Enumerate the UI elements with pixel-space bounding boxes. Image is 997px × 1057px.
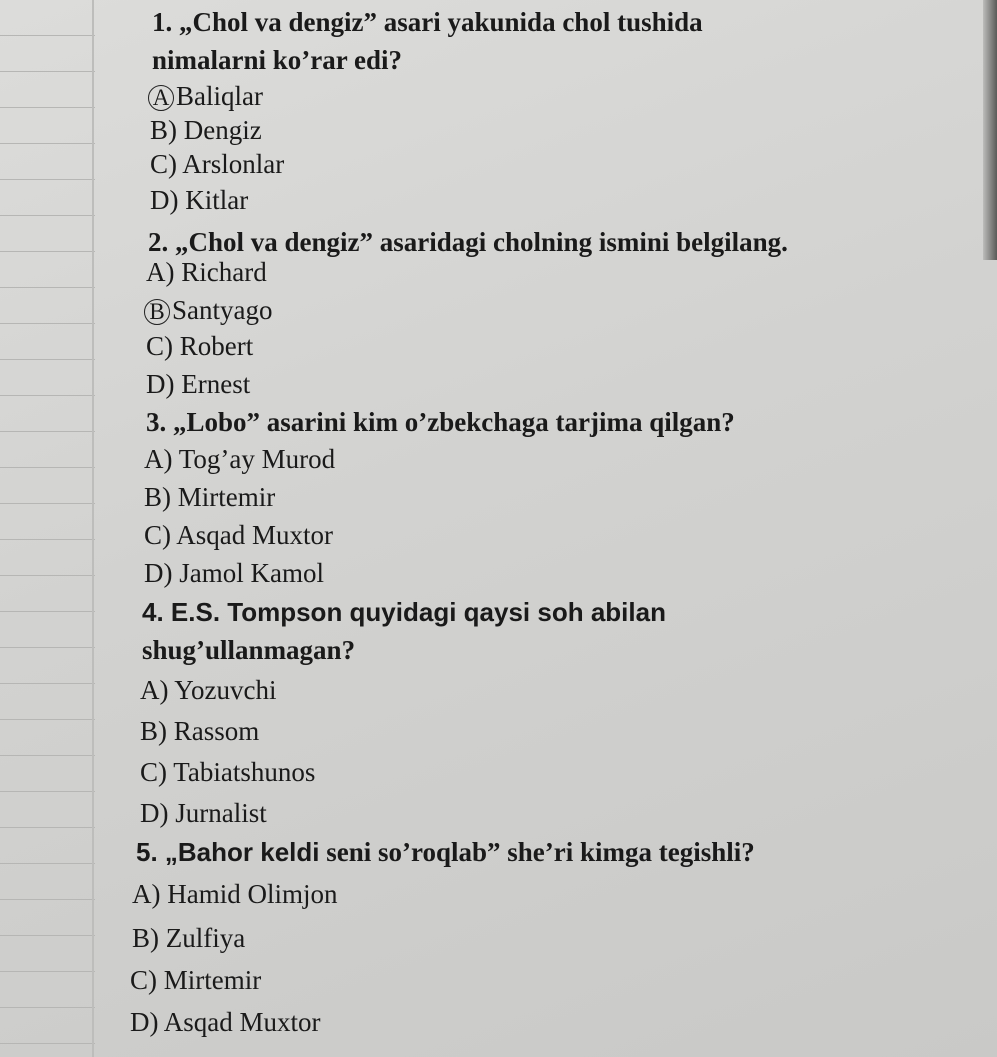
option-3a[interactable]: A) Tog’ay Murod	[144, 444, 336, 474]
question-1-text-cont: nimalarni ko’rar edi?	[152, 45, 403, 75]
option-5c[interactable]: C) Mirtemir	[130, 965, 262, 995]
option-1c[interactable]: C) Arslonlar	[150, 149, 285, 179]
question-3-text: 3. „Lobo” asarini kim o’zbekchaga tarjima qilgan?	[146, 407, 735, 437]
option-1d[interactable]: D) Kitlar	[150, 185, 249, 215]
option-3c[interactable]: C) Asqad Muxtor	[144, 520, 334, 550]
option-2c[interactable]: C) Robert	[146, 331, 254, 361]
option-4a[interactable]: A) Yozuvchi	[140, 675, 277, 705]
question-5-text: 5. „Bahor keldi seni so’roqlab” she’ri kimga tegishli?	[136, 837, 755, 867]
answer-circle-mark: A	[148, 85, 174, 111]
question-2-text: 2. „Chol va dengiz” asaridagi cholning ismini belgilang.	[148, 227, 788, 257]
question-4-text: 4. E.S. Tompson quyidagi qaysi soh abilan	[142, 597, 666, 627]
option-4b[interactable]: B) Rassom	[140, 716, 260, 746]
option-4d[interactable]: D) Jurnalist	[140, 798, 267, 828]
option-2d[interactable]: D) Ernest	[146, 369, 251, 399]
option-3d[interactable]: D) Jamol Kamol	[144, 558, 324, 588]
option-5d[interactable]: D) Asqad Muxtor	[130, 1007, 321, 1037]
option-2a[interactable]: A) Richard	[146, 257, 267, 287]
question-1-text: 1. „Chol va dengiz” asari yakunida chol tushida	[152, 7, 703, 37]
option-4c[interactable]: C) Tabiatshunos	[140, 757, 316, 787]
option-2b[interactable]: B Santyago	[144, 294, 273, 326]
option-3b[interactable]: B) Mirtemir	[144, 482, 276, 512]
answer-circle-mark: B	[144, 299, 170, 325]
option-1b[interactable]: B) Dengiz	[150, 115, 262, 145]
option-5b[interactable]: B) Zulfiya	[132, 923, 246, 953]
option-5a[interactable]: A) Hamid Olimjon	[132, 879, 338, 909]
question-4-text-cont: shug’ullanmagan?	[142, 635, 356, 665]
option-1a[interactable]: A Baliqlar	[148, 80, 263, 112]
